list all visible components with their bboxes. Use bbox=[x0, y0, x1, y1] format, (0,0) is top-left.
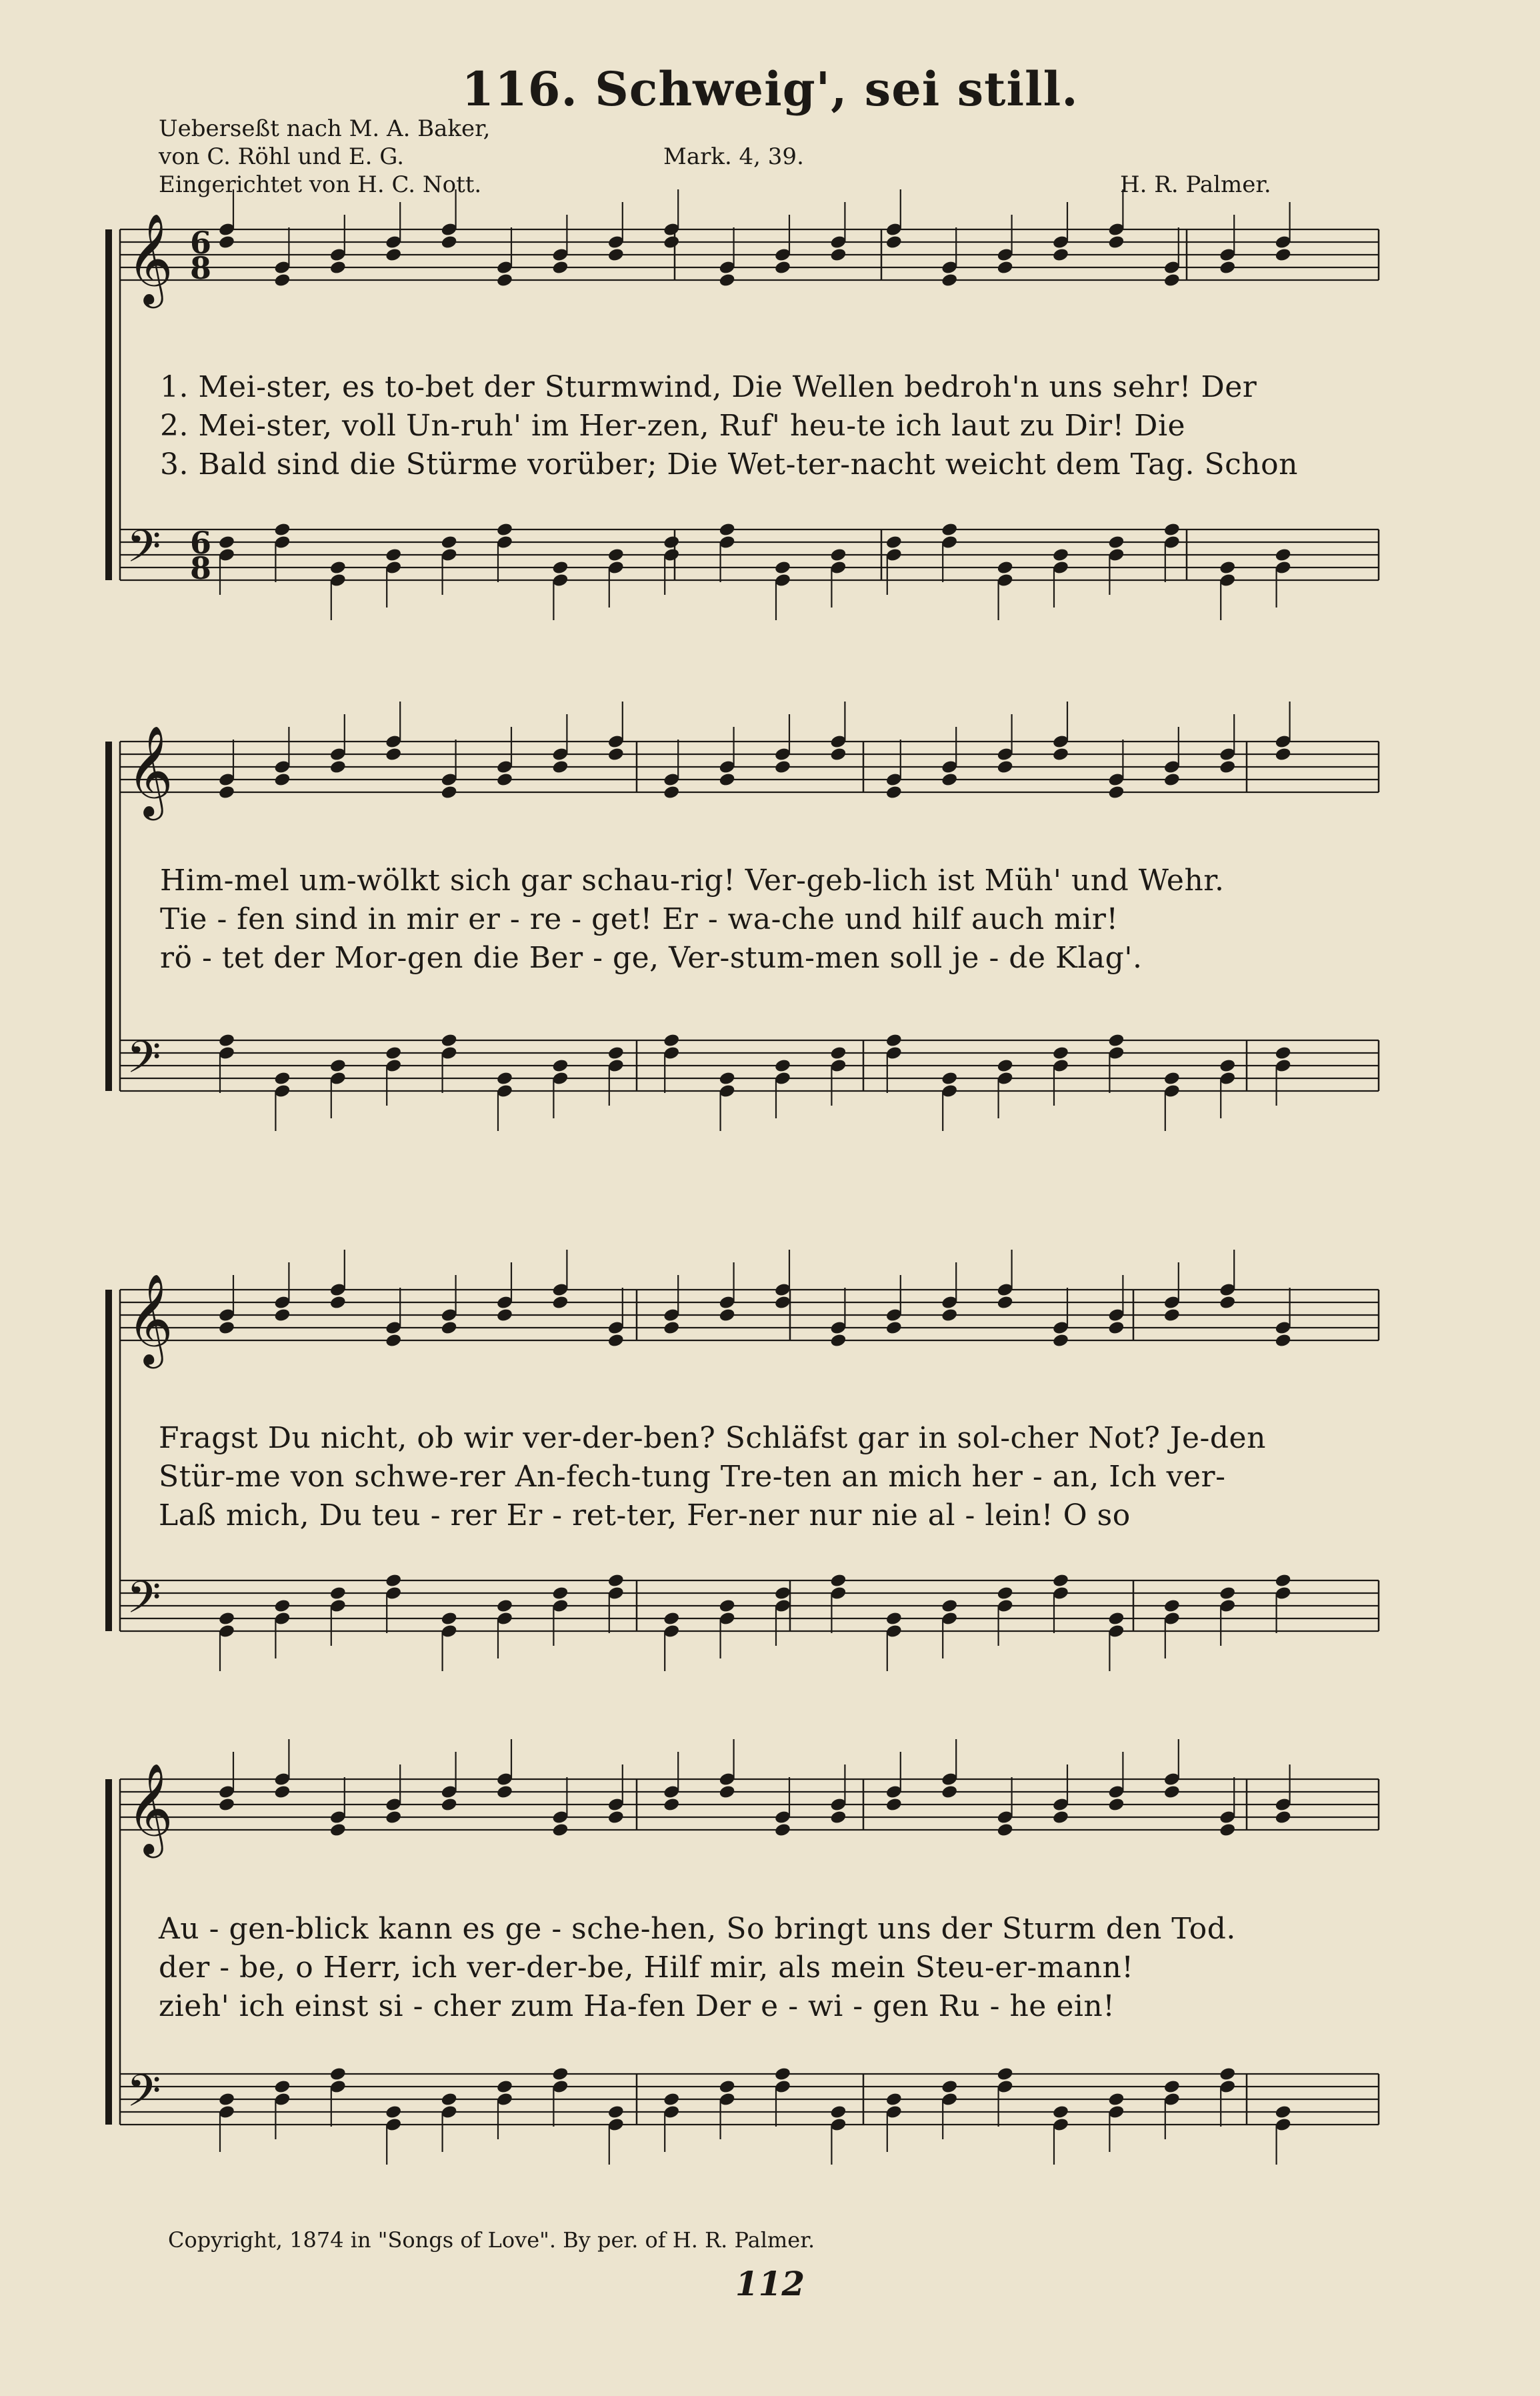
lyric-line: Tie - fen sind in mir er - re - get! Er - wa-che und hilf auch mir! bbox=[160, 902, 1119, 936]
lyric-line: Au - gen-blick kann es ge - sche-hen, So bringt uns der Sturm den Tod. bbox=[159, 1912, 1236, 1946]
time-signature-upper: 6 bbox=[190, 525, 212, 561]
notehead bbox=[441, 1033, 458, 1048]
notehead bbox=[1107, 2092, 1125, 2107]
notehead bbox=[273, 1784, 291, 1800]
notehead bbox=[273, 772, 291, 788]
notehead bbox=[385, 247, 402, 263]
notehead bbox=[551, 760, 569, 775]
notehead bbox=[607, 2105, 625, 2120]
notehead bbox=[1107, 1797, 1125, 1813]
notehead bbox=[1275, 247, 1292, 263]
treble-clef-icon: 𝄞 bbox=[127, 212, 173, 304]
notehead bbox=[1163, 522, 1181, 537]
lyric-line: Stür-me von schwe-rer An-fech-tung Tre-ten an mich her - an, Ich ver- bbox=[159, 1460, 1226, 1494]
notehead bbox=[1163, 273, 1181, 288]
notehead bbox=[1275, 1046, 1292, 1061]
notehead bbox=[719, 1598, 736, 1614]
notehead bbox=[997, 260, 1014, 275]
notehead bbox=[1107, 235, 1125, 250]
notehead bbox=[607, 1046, 625, 1061]
lyric-line: 3. Bald sind die Stürme vorüber; Die Wet-ter-nacht weicht dem Tag. Schon bbox=[160, 447, 1298, 481]
notehead bbox=[829, 247, 847, 263]
lyric-line: Laß mich, Du teu - rer Er - ret-ter, Fer-ner nur nie al - lein! O so bbox=[159, 1498, 1131, 1532]
notehead bbox=[607, 247, 625, 263]
notehead bbox=[997, 1586, 1014, 1601]
notehead bbox=[829, 1046, 847, 1061]
notehead bbox=[273, 1308, 291, 1323]
system-brace bbox=[105, 742, 112, 1091]
notehead bbox=[607, 1573, 625, 1588]
notehead bbox=[774, 1058, 791, 1074]
notehead bbox=[663, 1797, 680, 1813]
lyric-line: Him-mel um-wölkt sich gar schau-rig! Ver-geb-lich ist Müh' und Wehr. bbox=[160, 864, 1225, 898]
notehead bbox=[774, 260, 791, 275]
notehead bbox=[719, 1308, 736, 1323]
notehead bbox=[941, 2079, 958, 2095]
lyric-line: der - be, o Herr, ich ver-der-be, Hilf mir, als mein Steu-er-mann! bbox=[159, 1951, 1134, 1985]
notehead bbox=[1163, 772, 1181, 788]
notehead bbox=[1052, 547, 1069, 563]
notehead bbox=[941, 1598, 958, 1614]
notehead bbox=[329, 2067, 347, 2082]
treble-clef-icon: 𝄞 bbox=[127, 1272, 173, 1364]
notehead bbox=[329, 760, 347, 775]
notehead bbox=[441, 235, 458, 250]
translator-credit-1: Ueberseßt nach M. A. Baker, bbox=[159, 115, 491, 142]
notehead bbox=[329, 1058, 347, 1074]
page-number: 112 bbox=[735, 2264, 805, 2303]
notehead bbox=[774, 1295, 791, 1310]
lyric-line: 1. Mei-ster, es to-bet der Sturmwind, Die Wellen bedroh'n uns sehr! Der bbox=[160, 370, 1257, 404]
notehead bbox=[329, 560, 347, 575]
notehead bbox=[885, 2092, 903, 2107]
notehead bbox=[774, 1823, 791, 1838]
notehead bbox=[1107, 785, 1125, 800]
notehead bbox=[719, 522, 736, 537]
notehead bbox=[719, 772, 736, 788]
notehead bbox=[663, 235, 680, 250]
notehead bbox=[829, 1573, 847, 1588]
notehead bbox=[273, 1071, 291, 1086]
scripture-reference: Mark. 4, 39. bbox=[663, 143, 804, 170]
notehead bbox=[218, 1033, 235, 1048]
notehead bbox=[1107, 1033, 1125, 1048]
bass-clef-icon: 𝄢 bbox=[127, 1032, 161, 1094]
notehead bbox=[829, 547, 847, 563]
notehead bbox=[441, 535, 458, 550]
notehead bbox=[273, 1598, 291, 1614]
notehead bbox=[273, 522, 291, 537]
notehead bbox=[1163, 1784, 1181, 1800]
notehead bbox=[1107, 1611, 1125, 1626]
notehead bbox=[551, 560, 569, 575]
notehead bbox=[1052, 1810, 1069, 1825]
notehead bbox=[441, 2092, 458, 2107]
notehead bbox=[1219, 1823, 1236, 1838]
notehead bbox=[607, 1333, 625, 1348]
notehead bbox=[218, 2092, 235, 2107]
notehead bbox=[885, 1797, 903, 1813]
notehead bbox=[997, 1295, 1014, 1310]
notehead bbox=[1275, 1810, 1292, 1825]
notehead bbox=[218, 1320, 235, 1336]
notehead bbox=[496, 273, 513, 288]
notehead bbox=[719, 1071, 736, 1086]
notehead bbox=[941, 522, 958, 537]
notehead bbox=[941, 1071, 958, 1086]
translator-credit-2: von C. Röhl und E. G. bbox=[159, 143, 405, 170]
notehead bbox=[385, 1333, 402, 1348]
notehead bbox=[218, 785, 235, 800]
notehead bbox=[218, 1797, 235, 1813]
notehead bbox=[885, 1611, 903, 1626]
notehead bbox=[997, 1823, 1014, 1838]
time-signature-upper: 6 bbox=[190, 225, 212, 261]
notehead bbox=[663, 535, 680, 550]
notehead bbox=[1052, 1573, 1069, 1588]
notehead bbox=[1275, 547, 1292, 563]
notehead bbox=[607, 747, 625, 762]
system-brace bbox=[105, 1290, 112, 1631]
notehead bbox=[496, 1598, 513, 1614]
notehead bbox=[218, 235, 235, 250]
notehead bbox=[441, 1320, 458, 1336]
notehead bbox=[829, 1333, 847, 1348]
notehead bbox=[774, 2067, 791, 2082]
notehead bbox=[885, 1033, 903, 1048]
notehead bbox=[218, 535, 235, 550]
notehead bbox=[941, 1784, 958, 1800]
notehead bbox=[1219, 1058, 1236, 1074]
notehead bbox=[774, 560, 791, 575]
time-signature-lower: 8 bbox=[190, 550, 212, 586]
notehead bbox=[719, 1784, 736, 1800]
lyric-line: rö - tet der Mor-gen die Ber - ge, Ver-stum-men soll je - de Klag'. bbox=[160, 941, 1143, 975]
notehead bbox=[829, 1810, 847, 1825]
notehead bbox=[1219, 760, 1236, 775]
notehead bbox=[885, 535, 903, 550]
notehead bbox=[551, 1586, 569, 1601]
notehead bbox=[551, 1058, 569, 1074]
notehead bbox=[441, 1797, 458, 1813]
lyric-line: zieh' ich einst si - cher zum Ha-fen Der e - wi - gen Ru - he ein! bbox=[159, 1989, 1115, 2023]
time-signature-lower: 8 bbox=[190, 250, 212, 286]
notehead bbox=[441, 1611, 458, 1626]
notehead bbox=[997, 2067, 1014, 2082]
notehead bbox=[385, 747, 402, 762]
notehead bbox=[441, 785, 458, 800]
notehead bbox=[551, 1295, 569, 1310]
notehead bbox=[719, 273, 736, 288]
bass-clef-icon: 𝄢 bbox=[127, 1572, 161, 1634]
notehead bbox=[774, 760, 791, 775]
hymn-title: 116. Schweig', sei still. bbox=[461, 61, 1079, 117]
notehead bbox=[329, 1295, 347, 1310]
notehead bbox=[1275, 1333, 1292, 1348]
notehead bbox=[1163, 1071, 1181, 1086]
notehead bbox=[941, 772, 958, 788]
notehead bbox=[719, 2079, 736, 2095]
notehead bbox=[1163, 1598, 1181, 1614]
notehead bbox=[829, 2105, 847, 2120]
treble-clef-icon: 𝄞 bbox=[127, 1762, 173, 1854]
notehead bbox=[551, 260, 569, 275]
notehead bbox=[329, 1586, 347, 1601]
notehead bbox=[496, 522, 513, 537]
lyric-line: 2. Mei-ster, voll Un-ruh' im Her-zen, Ruf' heu-te ich laut zu Dir! Die bbox=[160, 409, 1186, 443]
notehead bbox=[496, 772, 513, 788]
copyright-footer: Copyright, 1874 in "Songs of Love". By per. of H. R. Palmer. bbox=[168, 2227, 815, 2253]
notehead bbox=[385, 1810, 402, 1825]
notehead bbox=[329, 1823, 347, 1838]
system-brace bbox=[105, 229, 112, 580]
notehead bbox=[663, 1033, 680, 1048]
treble-clef-icon: 𝄞 bbox=[127, 724, 173, 816]
notehead bbox=[1219, 260, 1236, 275]
notehead bbox=[1052, 2105, 1069, 2120]
notehead bbox=[496, 1308, 513, 1323]
notehead bbox=[496, 1071, 513, 1086]
bass-clef-icon: 𝄢 bbox=[127, 2065, 161, 2127]
notehead bbox=[607, 1810, 625, 1825]
notehead bbox=[273, 2079, 291, 2095]
notehead bbox=[385, 1046, 402, 1061]
composer-credit: H. R. Palmer. bbox=[1120, 171, 1271, 198]
notehead bbox=[1107, 535, 1125, 550]
arranger-credit: Eingerichtet von H. C. Nott. bbox=[159, 171, 482, 198]
notehead bbox=[1219, 560, 1236, 575]
notehead bbox=[385, 1573, 402, 1588]
notehead bbox=[385, 2105, 402, 2120]
notehead bbox=[1275, 1573, 1292, 1588]
notehead bbox=[1275, 747, 1292, 762]
notehead bbox=[1052, 747, 1069, 762]
notehead bbox=[1052, 1333, 1069, 1348]
notehead bbox=[997, 760, 1014, 775]
notehead bbox=[496, 1784, 513, 1800]
notehead bbox=[1219, 1586, 1236, 1601]
notehead bbox=[774, 1586, 791, 1601]
notehead bbox=[1052, 247, 1069, 263]
notehead bbox=[885, 785, 903, 800]
notehead bbox=[1052, 1046, 1069, 1061]
lyric-line: Fragst Du nicht, ob wir ver-der-ben? Schläfst gar in sol-cher Not? Je-den bbox=[159, 1421, 1266, 1455]
notehead bbox=[1163, 2079, 1181, 2095]
notehead bbox=[885, 1320, 903, 1336]
notehead bbox=[885, 235, 903, 250]
notehead bbox=[663, 1320, 680, 1336]
notehead bbox=[1219, 2067, 1236, 2082]
notehead bbox=[496, 2079, 513, 2095]
notehead bbox=[385, 547, 402, 563]
notehead bbox=[941, 1308, 958, 1323]
notehead bbox=[218, 1611, 235, 1626]
notehead bbox=[663, 1611, 680, 1626]
notehead bbox=[663, 2092, 680, 2107]
bass-clef-icon: 𝄢 bbox=[127, 521, 161, 583]
notehead bbox=[1219, 1295, 1236, 1310]
notehead bbox=[663, 785, 680, 800]
notehead bbox=[1275, 2105, 1292, 2120]
notehead bbox=[551, 1823, 569, 1838]
notehead bbox=[1107, 1320, 1125, 1336]
notehead bbox=[273, 273, 291, 288]
notehead bbox=[941, 273, 958, 288]
notehead bbox=[997, 1058, 1014, 1074]
notehead bbox=[1163, 1308, 1181, 1323]
system-brace bbox=[105, 1779, 112, 2125]
notehead bbox=[329, 260, 347, 275]
notehead bbox=[997, 560, 1014, 575]
notehead bbox=[551, 2067, 569, 2082]
notehead bbox=[607, 547, 625, 563]
notehead bbox=[829, 747, 847, 762]
